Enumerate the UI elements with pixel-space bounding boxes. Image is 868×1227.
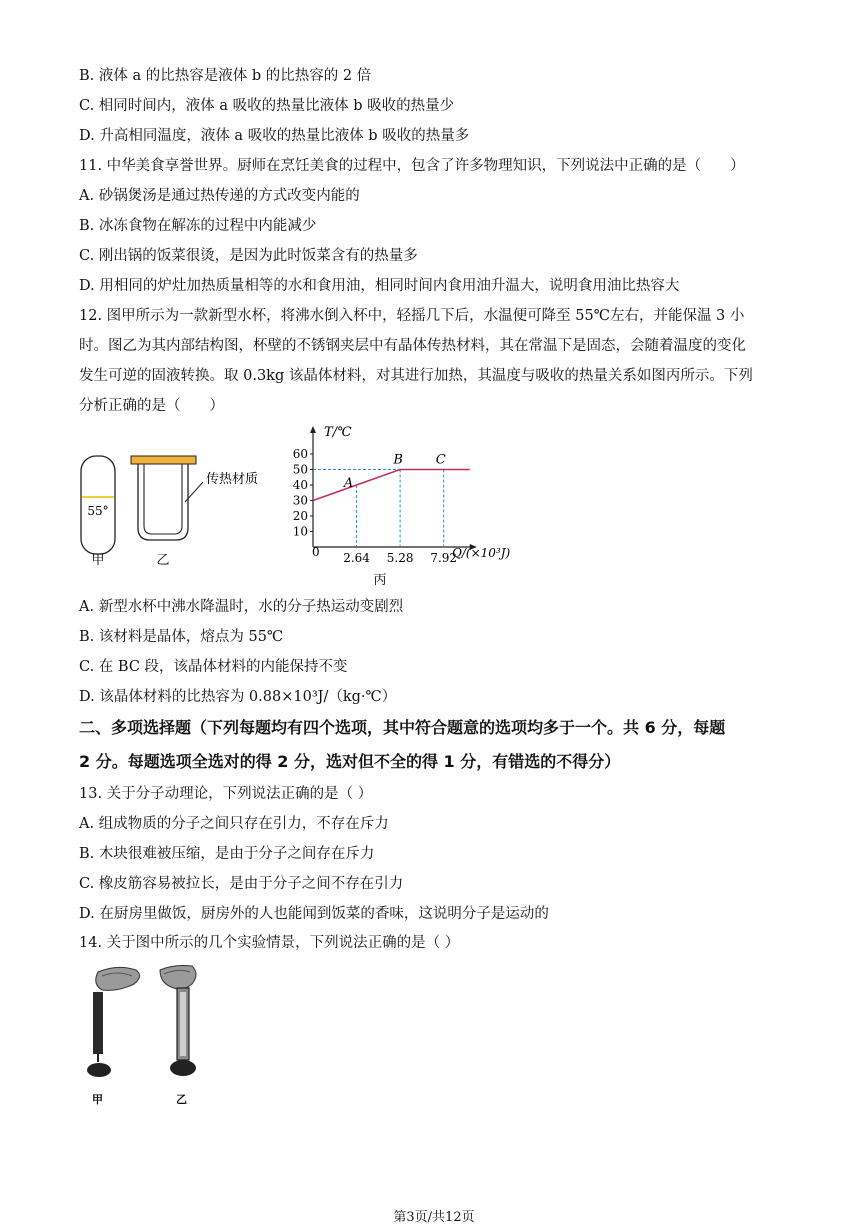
x-tick-label: 2.64 — [343, 551, 370, 565]
question-14: 14. 关于图中所示的几个实验情景，下列说法正确的是（ ） — [79, 935, 460, 951]
origin-zero: 0 — [312, 545, 320, 559]
label-yi: 乙 — [156, 553, 170, 568]
option-13d: D. 在厨房里做饭，厨房外的人也能闻到饭菜的香味，这说明分子是运动的 — [79, 906, 549, 922]
question-12-line1: 12. 图甲所示为一款新型水杯，将沸水倒入杯中，轻摇几下后，水温便可降至 55℃左右，并能保温 3 小 — [79, 308, 745, 324]
y-tick-label: 50 — [292, 462, 308, 477]
label-jia: 甲 — [91, 553, 105, 568]
graph-line — [313, 470, 470, 501]
label-bing: 丙 — [373, 573, 387, 588]
option-11b: B. 冰冻食物在解冻的过程中内能减少 — [79, 218, 317, 234]
cup-yi-structure — [131, 456, 203, 540]
question-13: 13. 关于分子动理论，下列说法正确的是（ ） — [79, 786, 373, 802]
option-13c: C. 橡皮筋容易被拉长，是由于分子之间不存在引力 — [79, 876, 404, 892]
question-11: 11. 中华美食享誉世界。厨师在烹饪美食的过程中，包含了许多物理知识，下列说法中正确的是（ ） — [79, 158, 745, 174]
option-10d: D. 升高相同温度，液体 a 吸收的热量比液体 b 吸收的热量多 — [79, 128, 470, 144]
graph-y-ticks — [293, 447, 313, 539]
graph-guides — [313, 470, 444, 548]
question-12-line2: 时。图乙为其内部结构图，杯壁的不锈钢夹层中有晶体传热材料，其在常温下是固态，会随着温度的变化 — [79, 338, 746, 354]
figure-14-photos — [78, 962, 228, 1112]
option-11c: C. 刚出锅的饭菜很烫，是因为此时饭菜含有的热量多 — [79, 248, 418, 264]
cup-temperature-label: 55° — [87, 504, 109, 518]
point-label: A — [343, 476, 354, 491]
figure-12-graph — [288, 420, 518, 590]
series-line — [313, 470, 470, 501]
option-10b: B. 液体 a 的比热容是液体 b 的比热容的 2 倍 — [79, 68, 372, 84]
option-12c: C. 在 BC 段，该晶体材料的内能保持不变 — [79, 659, 348, 675]
option-10c: C. 相同时间内，液体 a 吸收的热量比液体 b 吸收的热量少 — [79, 98, 455, 114]
y-tick-label: 60 — [292, 447, 308, 461]
figure-12-cups — [70, 440, 280, 570]
experiment-yi-photo — [160, 966, 196, 1077]
y-axis-arrow — [310, 426, 316, 433]
y-axis-label: T/℃ — [324, 425, 352, 440]
option-13a: A. 组成物质的分子之间只存在引力，不存在斥力 — [79, 816, 389, 832]
question-12-line4: 分析正确的是（ ） — [79, 398, 224, 414]
label-yi-14: 乙 — [176, 1093, 187, 1106]
x-axis-label: Q/(×10³J) — [452, 546, 511, 560]
question-12-line3: 发生可逆的固液转换。取 0.3kg 该晶体材料，对其进行加热，其温度与吸收的热量关系如图丙所示。下列 — [79, 368, 753, 384]
graph-axes — [310, 426, 477, 550]
section-title-line1: 二、多项选择题（下列每题均有四个选项，其中符合题意的选项均多于一个。共 6 分，每题 — [79, 718, 726, 737]
section-title-line2: 2 分。每题选项全选对的得 2 分，选对但不全的得 1 分，有错选的不得分） — [79, 752, 621, 771]
option-13b: B. 木块很难被压缩，是由于分子之间存在斥力 — [79, 846, 375, 862]
option-12d: D. 该晶体材料的比热容为 0.88×10³J/（kg·℃） — [79, 689, 397, 705]
label-jia-14: 甲 — [92, 1093, 103, 1106]
y-tick-label: 30 — [292, 493, 308, 508]
point-label: B — [393, 452, 403, 468]
option-11d: D. 用相同的炉灶加热质量相等的水和食用油，相同时间内食用油升温大，说明食用油比热容大 — [79, 278, 680, 294]
point-label: C — [435, 452, 446, 468]
graph-x-ticks — [343, 551, 457, 565]
experiment-jia-photo — [87, 967, 140, 1077]
y-tick-label: 10 — [292, 524, 308, 539]
x-tick-label: 7.92 — [430, 551, 458, 565]
page-footer: 第3页/共12页 — [393, 1210, 475, 1225]
y-tick-label: 40 — [292, 478, 308, 492]
material-label: 传热材质 — [206, 472, 259, 487]
y-tick-label: 20 — [292, 509, 308, 523]
option-12b: B. 该材料是晶体，熔点为 55℃ — [79, 629, 284, 645]
option-11a: A. 砂锅煲汤是通过热传递的方式改变内能的 — [79, 188, 360, 204]
x-tick-label: 5.28 — [386, 551, 414, 565]
option-12a: A. 新型水杯中沸水降温时，水的分子热运动变剧烈 — [79, 599, 404, 615]
